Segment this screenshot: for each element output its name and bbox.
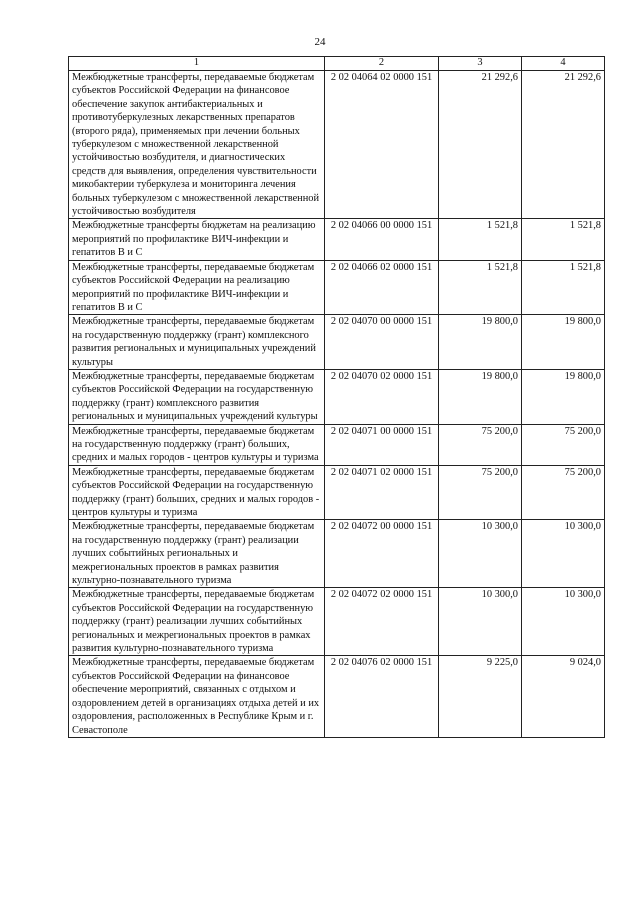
row-description: Межбюджетные трансферты, передаваемые бюджетам на государственную поддержку (грант) комплексного развития региональных и муниципальных учреждений культуры [69,315,325,370]
column-header: 4 [522,57,605,71]
column-header: 2 [325,57,439,71]
row-value-col3: 10 300,0 [439,588,522,656]
row-value-col3: 75 200,0 [439,424,522,465]
row-code: 2 02 04070 00 0000 151 [325,315,439,370]
table-row [69,369,605,424]
table-row [69,260,605,315]
row-value-col4: 19 800,0 [522,315,605,370]
column-header: 3 [439,57,522,71]
table-row [69,656,605,737]
row-description: Межбюджетные трансферты, передаваемые бюджетам субъектов Российской Федерации на государственную поддержку (грант) больших, средних и малых городов - центров культуры и туризма [69,465,325,520]
table-row [69,588,605,656]
row-description: Межбюджетные трансферты, передаваемые бюджетам субъектов Российской Федерации на реализацию мероприятий по профилактике ВИЧ-инфекции и гепатитов В и С [69,260,325,315]
row-value-col3: 10 300,0 [439,520,522,588]
row-description: Межбюджетные трансферты, передаваемые бюджетам субъектов Российской Федерации на государственную поддержку (грант) реализации лучших событийных региональных и межрегиональных проектов в рамках развития культурно-познавательного туризма [69,588,325,656]
row-value-col3: 1 521,8 [439,219,522,260]
row-value-col4: 75 200,0 [522,424,605,465]
row-description: Межбюджетные трансферты, передаваемые бюджетам на государственную поддержку (грант) реализации лучших событийных региональных и межрегиональных проектов в рамках развития культурно-познавательного туризма [69,520,325,588]
row-code: 2 02 04072 02 0000 151 [325,588,439,656]
row-description: Межбюджетные трансферты, передаваемые бюджетам субъектов Российской Федерации на финансовое обеспечение закупок антибактериальных и противотуберкулезных лекарственных препаратов (второго ряда), применяемых при лечении больных туберкулезом с множественной лекарственной устойчивостью возбудителя, и диагностических средств для выявления, определения чувствительности микобактерии туберкулеза и мониторинга лечения больных туберкулезом с множественной лекарственной устойчивостью возбудителя [69,71,325,219]
row-code: 2 02 04076 02 0000 151 [325,656,439,737]
row-code: 2 02 04071 02 0000 151 [325,465,439,520]
table-row [69,465,605,520]
row-code: 2 02 04070 02 0000 151 [325,369,439,424]
row-value-col4: 75 200,0 [522,465,605,520]
row-description: Межбюджетные трансферты, передаваемые бюджетам субъектов Российской Федерации на финансовое обеспечение мероприятий, связанных с отдыхом и оздоровлением детей в организациях отдыха детей и их оздоровления, расположенных в Республике Крым и г. Севастополе [69,656,325,737]
row-value-col4: 19 800,0 [522,369,605,424]
table-body [69,71,605,738]
table-header-row [69,57,605,71]
row-value-col4: 1 521,8 [522,260,605,315]
table-row [69,520,605,588]
row-value-col4: 9 024,0 [522,656,605,737]
row-code: 2 02 04066 02 0000 151 [325,260,439,315]
table-row [69,219,605,260]
table-row [69,424,605,465]
row-value-col4: 10 300,0 [522,588,605,656]
row-value-col4: 1 521,8 [522,219,605,260]
row-value-col4: 21 292,6 [522,71,605,219]
row-value-col3: 19 800,0 [439,315,522,370]
row-value-col3: 1 521,8 [439,260,522,315]
row-code: 2 02 04071 00 0000 151 [325,424,439,465]
row-code: 2 02 04064 02 0000 151 [325,71,439,219]
table-row [69,71,605,219]
row-code: 2 02 04066 00 0000 151 [325,219,439,260]
row-value-col3: 75 200,0 [439,465,522,520]
row-value-col3: 9 225,0 [439,656,522,737]
page-number: 24 [314,36,326,48]
budget-table [68,56,605,738]
table-row [69,315,605,370]
row-description: Межбюджетные трансферты, передаваемые бюджетам субъектов Российской Федерации на государственную поддержку (грант) комплексного развития региональных и муниципальных учреждений культуры [69,369,325,424]
row-value-col3: 21 292,6 [439,71,522,219]
row-value-col3: 19 800,0 [439,369,522,424]
row-value-col4: 10 300,0 [522,520,605,588]
row-description: Межбюджетные трансферты, передаваемые бюджетам на государственную поддержку (грант) больших, средних и малых городов - центров культуры и туризма [69,424,325,465]
row-description: Межбюджетные трансферты бюджетам на реализацию мероприятий по профилактике ВИЧ-инфекции и гепатитов В и С [69,219,325,260]
row-code: 2 02 04072 00 0000 151 [325,520,439,588]
column-header: 1 [69,57,325,71]
